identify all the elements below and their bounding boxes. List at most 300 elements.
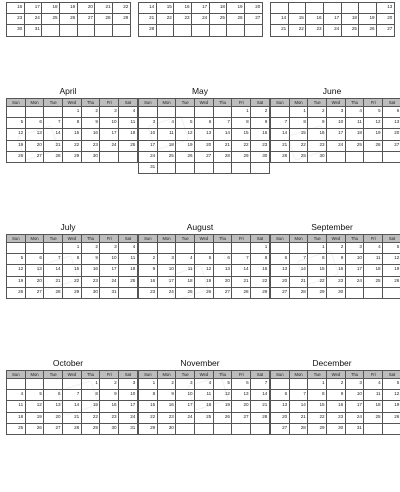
day-cell: 25: [176, 287, 195, 298]
day-cell: 19: [383, 265, 400, 276]
weekday-header: Wed: [327, 235, 346, 243]
day-cell: 22: [156, 14, 174, 25]
week-row: [139, 412, 270, 423]
day-cell: 22: [251, 276, 270, 287]
day-cell: 19: [213, 401, 232, 412]
day-cell: 1: [251, 243, 270, 254]
day-cell: [364, 151, 383, 162]
day-cell: 28: [232, 287, 251, 298]
day-cell: [139, 243, 158, 254]
day-cell: 10: [139, 129, 158, 140]
month-block: [6, 356, 130, 492]
day-cell: 23: [327, 276, 346, 287]
day-cell: [288, 3, 306, 14]
week-row: [271, 151, 400, 162]
day-cell: 11: [157, 129, 176, 140]
week-row: [139, 276, 270, 287]
day-cell: [383, 423, 400, 434]
day-cell: 11: [7, 401, 26, 412]
week-row: [271, 379, 400, 390]
day-cell: 27: [213, 287, 232, 298]
day-cell: 15: [289, 129, 308, 140]
weekday-header: Mon: [157, 235, 176, 243]
weekday-header: Tue: [176, 235, 195, 243]
day-cell: 13: [232, 390, 251, 401]
day-cell: 3: [100, 243, 119, 254]
day-cell: 26: [176, 151, 195, 162]
weekday-header: Mon: [25, 371, 44, 379]
day-cell: 28: [44, 151, 63, 162]
day-cell: 5: [7, 118, 26, 129]
day-cell: [174, 25, 192, 36]
month-block: [138, 356, 262, 492]
day-cell: 14: [271, 129, 290, 140]
day-cell: 6: [271, 390, 290, 401]
day-cell: 17: [157, 276, 176, 287]
day-cell: 20: [44, 412, 63, 423]
day-cell: [345, 287, 364, 298]
week-row: [7, 265, 138, 276]
day-cell: 21: [289, 412, 308, 423]
week-row: [271, 140, 400, 151]
day-cell: 10: [119, 390, 138, 401]
day-cell: 3: [119, 379, 138, 390]
day-cell: 17: [324, 14, 342, 25]
day-cell: [327, 151, 346, 162]
weekday-header: Wed: [195, 235, 214, 243]
day-cell: 16: [174, 3, 192, 14]
day-cell: 25: [364, 276, 383, 287]
day-cell: [176, 423, 195, 434]
day-cell: 29: [308, 287, 327, 298]
weekday-header: Fri: [232, 235, 251, 243]
day-cell: 16: [306, 14, 324, 25]
weekday-header: Sat: [119, 235, 138, 243]
day-cell: 26: [227, 14, 245, 25]
day-cell: [364, 287, 383, 298]
weekday-header: Sun: [271, 235, 290, 243]
month-grid: [6, 2, 131, 37]
day-cell: 3: [176, 379, 195, 390]
weekday-header: Thu: [81, 99, 100, 107]
day-cell: 1: [63, 107, 82, 118]
week-row: [139, 379, 270, 390]
month-grid: [138, 2, 263, 37]
day-cell: 5: [25, 390, 44, 401]
day-cell: 17: [176, 401, 195, 412]
weekday-header: Tue: [44, 99, 63, 107]
day-cell: 25: [157, 151, 176, 162]
day-cell: 5: [176, 118, 195, 129]
day-cell: [213, 243, 232, 254]
day-cell: 17: [119, 401, 138, 412]
week-row: [139, 107, 270, 118]
weekday-header: Sun: [139, 371, 158, 379]
day-cell: 1: [139, 379, 158, 390]
week-row: [139, 140, 270, 151]
weekday-header: Fri: [100, 99, 119, 107]
day-cell: [176, 243, 195, 254]
month-block: [270, 220, 394, 356]
day-cell: 7: [44, 254, 63, 265]
day-cell: [44, 243, 63, 254]
day-cell: 8: [81, 390, 100, 401]
month-title: August: [138, 222, 262, 232]
day-cell: 17: [24, 3, 42, 14]
day-cell: 2: [81, 243, 100, 254]
week-row: [271, 390, 400, 401]
day-cell: 7: [271, 118, 290, 129]
day-cell: 28: [139, 25, 157, 36]
day-cell: 15: [308, 401, 327, 412]
day-cell: 1: [308, 379, 327, 390]
weekday-header: Mon: [289, 99, 308, 107]
week-row: [7, 129, 138, 140]
day-cell: 2: [308, 107, 327, 118]
day-cell: 9: [139, 265, 158, 276]
day-cell: 7: [289, 254, 308, 265]
day-cell: 29: [139, 423, 158, 434]
day-cell: 16: [81, 265, 100, 276]
day-cell: 22: [289, 140, 308, 151]
day-cell: [383, 151, 400, 162]
month-title: June: [270, 86, 394, 96]
day-cell: [306, 3, 324, 14]
day-cell: 14: [44, 129, 63, 140]
weekday-header: Wed: [327, 371, 346, 379]
day-cell: 21: [271, 140, 290, 151]
day-cell: 24: [327, 140, 346, 151]
day-cell: 18: [364, 401, 383, 412]
day-cell: 6: [383, 107, 400, 118]
day-cell: 13: [44, 401, 63, 412]
day-cell: 5: [383, 379, 400, 390]
weekday-header: Sun: [7, 99, 26, 107]
weekday-header: Fri: [364, 371, 383, 379]
day-cell: 6: [232, 379, 251, 390]
day-cell: 2: [157, 379, 176, 390]
day-cell: 27: [377, 25, 395, 36]
weekday-header: Sat: [251, 99, 270, 107]
day-cell: 25: [42, 14, 60, 25]
day-cell: 11: [176, 265, 195, 276]
day-cell: 10: [345, 254, 364, 265]
week-row: [271, 276, 400, 287]
day-cell: [232, 243, 251, 254]
day-cell: 13: [271, 265, 290, 276]
day-cell: [176, 162, 195, 173]
week-row: [139, 254, 270, 265]
day-cell: 3: [327, 107, 346, 118]
weekday-header: Tue: [308, 235, 327, 243]
day-cell: 26: [195, 287, 214, 298]
day-cell: 13: [195, 129, 214, 140]
day-cell: 23: [327, 412, 346, 423]
day-cell: 17: [100, 129, 119, 140]
week-row: [139, 3, 263, 14]
day-cell: 9: [81, 254, 100, 265]
day-cell: 30: [308, 151, 327, 162]
day-cell: 30: [251, 151, 270, 162]
day-cell: 29: [81, 423, 100, 434]
day-cell: [100, 151, 119, 162]
day-cell: 8: [308, 254, 327, 265]
day-cell: 13: [25, 265, 44, 276]
day-cell: 18: [176, 276, 195, 287]
day-cell: [25, 379, 44, 390]
day-cell: 21: [44, 140, 63, 151]
day-cell: 10: [327, 118, 346, 129]
day-cell: 6: [271, 254, 290, 265]
day-cell: 21: [139, 14, 157, 25]
day-cell: 10: [176, 390, 195, 401]
day-cell: 11: [119, 118, 138, 129]
day-cell: 26: [383, 276, 400, 287]
day-cell: 25: [195, 412, 214, 423]
day-cell: 18: [364, 265, 383, 276]
weekday-header: Tue: [308, 99, 327, 107]
day-cell: 26: [7, 287, 26, 298]
day-cell: 6: [195, 118, 214, 129]
month-grid: [270, 234, 400, 299]
day-cell: 19: [195, 276, 214, 287]
weekday-header: Sat: [383, 235, 400, 243]
month-block: [6, 220, 130, 356]
day-cell: 27: [383, 140, 400, 151]
day-cell: 9: [81, 118, 100, 129]
week-row: [139, 162, 270, 173]
day-cell: 13: [271, 401, 290, 412]
day-cell: [195, 162, 214, 173]
weekday-header: Mon: [289, 235, 308, 243]
day-cell: 26: [25, 423, 44, 434]
day-cell: 11: [364, 390, 383, 401]
day-cell: [213, 423, 232, 434]
day-cell: 2: [251, 107, 270, 118]
week-row: [7, 243, 138, 254]
day-cell: 20: [25, 140, 44, 151]
day-cell: 20: [77, 3, 95, 14]
day-cell: 1: [289, 107, 308, 118]
day-cell: 18: [195, 401, 214, 412]
day-cell: 27: [195, 151, 214, 162]
month-grid: [138, 234, 270, 299]
day-cell: 2: [327, 379, 346, 390]
day-cell: [176, 107, 195, 118]
day-cell: 25: [7, 423, 26, 434]
day-cell: 19: [7, 140, 26, 151]
day-cell: 4: [176, 254, 195, 265]
day-cell: 1: [63, 243, 82, 254]
day-cell: [113, 25, 131, 36]
day-cell: 28: [44, 287, 63, 298]
day-cell: [42, 25, 60, 36]
day-cell: 18: [209, 3, 227, 14]
day-cell: 12: [383, 254, 400, 265]
day-cell: [156, 25, 174, 36]
day-cell: 1: [232, 107, 251, 118]
day-cell: 8: [308, 390, 327, 401]
day-cell: 16: [157, 401, 176, 412]
day-cell: 31: [119, 423, 138, 434]
day-cell: 24: [119, 412, 138, 423]
week-row: [7, 254, 138, 265]
day-cell: 21: [271, 25, 289, 36]
weekday-header: Mon: [157, 99, 176, 107]
day-cell: 26: [213, 412, 232, 423]
weekday-header: Thu: [81, 371, 100, 379]
week-row: [7, 14, 131, 25]
weekday-header: Fri: [364, 235, 383, 243]
day-cell: 9: [251, 118, 270, 129]
day-cell: 24: [100, 276, 119, 287]
day-cell: [359, 3, 377, 14]
day-cell: [139, 107, 158, 118]
day-cell: [251, 423, 270, 434]
weekday-header: Sun: [271, 99, 290, 107]
week-row: [271, 265, 400, 276]
day-cell: 3: [139, 118, 158, 129]
day-cell: [119, 287, 138, 298]
day-cell: 17: [192, 3, 210, 14]
day-cell: 15: [288, 14, 306, 25]
weekday-header: Sat: [383, 371, 400, 379]
month-grid: [6, 234, 138, 299]
month-title: October: [6, 358, 130, 368]
day-cell: [25, 243, 44, 254]
day-cell: 29: [232, 151, 251, 162]
day-cell: [345, 151, 364, 162]
day-cell: 22: [113, 3, 131, 14]
day-cell: 20: [377, 14, 395, 25]
week-row: [139, 14, 263, 25]
day-cell: 2: [327, 243, 346, 254]
day-cell: 22: [81, 412, 100, 423]
week-row: [7, 140, 138, 151]
month-grid: [138, 370, 270, 435]
weekday-header: Wed: [63, 99, 82, 107]
day-cell: 15: [308, 265, 327, 276]
week-row: [139, 390, 270, 401]
day-cell: 8: [63, 254, 82, 265]
week-row: [139, 265, 270, 276]
day-cell: 23: [81, 276, 100, 287]
weekday-header: Thu: [81, 235, 100, 243]
day-cell: 5: [213, 379, 232, 390]
day-cell: 4: [119, 243, 138, 254]
day-cell: 14: [289, 265, 308, 276]
day-cell: 22: [232, 140, 251, 151]
week-row: [271, 118, 400, 129]
day-cell: 13: [383, 118, 400, 129]
day-cell: 20: [213, 276, 232, 287]
weekday-header: Thu: [345, 99, 364, 107]
day-cell: 9: [327, 254, 346, 265]
day-cell: 23: [157, 412, 176, 423]
day-cell: 18: [157, 140, 176, 151]
day-cell: 6: [44, 390, 63, 401]
week-row: [7, 25, 131, 36]
day-cell: 14: [139, 3, 157, 14]
day-cell: 15: [63, 265, 82, 276]
day-cell: 7: [63, 390, 82, 401]
month-title: November: [138, 358, 262, 368]
day-cell: 23: [100, 412, 119, 423]
day-cell: 3: [100, 107, 119, 118]
day-cell: 18: [341, 14, 359, 25]
day-cell: 15: [63, 129, 82, 140]
day-cell: 8: [139, 390, 158, 401]
day-cell: 6: [25, 118, 44, 129]
day-cell: 12: [383, 390, 400, 401]
day-cell: 18: [119, 129, 138, 140]
day-cell: 30: [157, 423, 176, 434]
day-cell: 21: [44, 276, 63, 287]
day-cell: 22: [308, 412, 327, 423]
day-cell: 26: [383, 412, 400, 423]
day-cell: 19: [176, 140, 195, 151]
day-cell: [60, 25, 78, 36]
day-cell: 23: [306, 25, 324, 36]
day-cell: [213, 107, 232, 118]
day-cell: 20: [245, 3, 263, 14]
day-cell: 28: [213, 151, 232, 162]
month-block: [270, 84, 394, 220]
day-cell: [232, 162, 251, 173]
weekday-header: Sat: [251, 371, 270, 379]
day-cell: 29: [113, 14, 131, 25]
weekday-header: Thu: [213, 99, 232, 107]
day-cell: 29: [63, 151, 82, 162]
week-row: [271, 129, 400, 140]
day-cell: 2: [100, 379, 119, 390]
day-cell: 27: [25, 287, 44, 298]
day-cell: [251, 162, 270, 173]
day-cell: 28: [63, 423, 82, 434]
weekday-header: Tue: [176, 99, 195, 107]
weekday-header: Sat: [119, 371, 138, 379]
day-cell: 24: [324, 25, 342, 36]
day-cell: 23: [81, 140, 100, 151]
day-cell: 12: [364, 118, 383, 129]
day-cell: 11: [119, 254, 138, 265]
day-cell: 16: [251, 129, 270, 140]
day-cell: 17: [139, 140, 158, 151]
day-cell: 14: [63, 401, 82, 412]
day-cell: 17: [327, 129, 346, 140]
day-cell: 21: [213, 140, 232, 151]
day-cell: [364, 423, 383, 434]
weekday-header: Sun: [139, 235, 158, 243]
day-cell: 22: [63, 276, 82, 287]
day-cell: 25: [209, 14, 227, 25]
day-cell: 30: [7, 25, 25, 36]
week-row: [7, 276, 138, 287]
day-cell: 30: [327, 287, 346, 298]
day-cell: 6: [213, 254, 232, 265]
day-cell: 10: [100, 254, 119, 265]
day-cell: 21: [251, 401, 270, 412]
week-row: [139, 151, 270, 162]
day-cell: 29: [308, 423, 327, 434]
month-title: September: [270, 222, 394, 232]
day-cell: 7: [44, 118, 63, 129]
day-cell: 27: [232, 412, 251, 423]
day-cell: [289, 379, 308, 390]
week-row: [271, 14, 395, 25]
day-cell: [209, 25, 227, 36]
day-cell: 26: [364, 140, 383, 151]
